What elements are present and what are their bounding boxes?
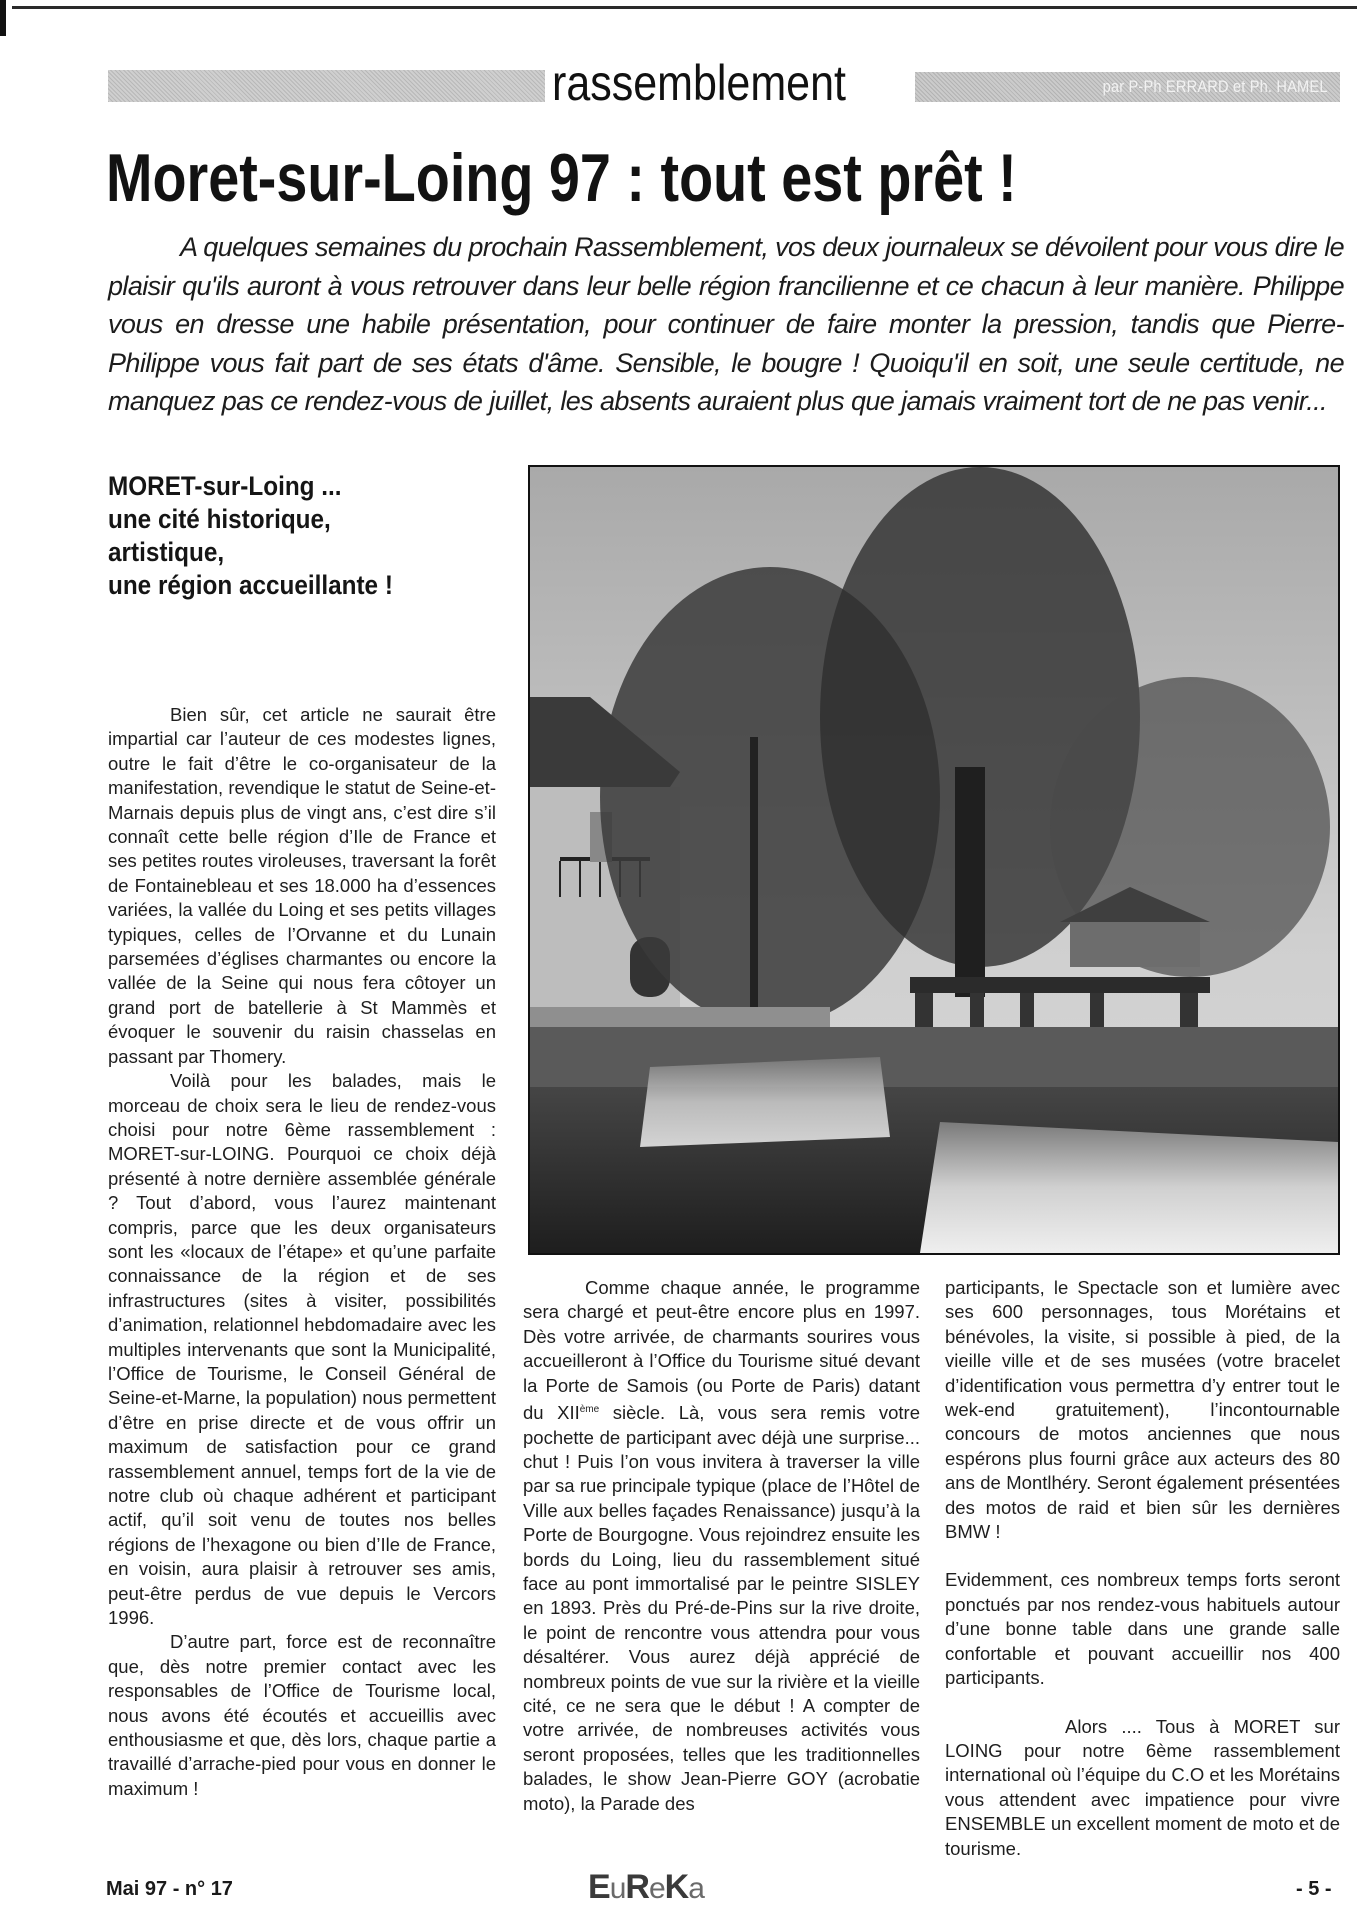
photo-illustration	[530, 467, 1338, 1253]
body-column-left	[108, 703, 496, 1801]
magazine-logo	[588, 1868, 704, 1907]
paragraph	[523, 1276, 920, 1816]
page-number: - 5 -	[1296, 1878, 1332, 1900]
logo-letter: E	[588, 1868, 610, 1906]
logo-letter: K	[664, 1868, 689, 1906]
paragraph: D’autre part, force est de reconnaître que, dès notre premier contact avec les responsables de l’Office de Tourisme local, nous avons été écoutés et accueillis avec enthousiasme et que, dès lors, chaque partie a travaillé d’arrache-pied pour vous en donner le maximum !	[108, 1631, 496, 1799]
paragraph: Bien sûr, cet article ne saurait être impartial car l’auteur de ces modestes lignes, outre le fait d’être le co-organisateur de la manifestation, revendique le statut de Seine-et-Marnais depuis plus de vingt ans, c’est dire s’il connaît cette belle région d’Ile de France et ses petites routes viroleuses, traversant la forêt de Fontainebleau et ses 18.000 ha d’essences variées, la vallée du Loing et ses petits villages typiques, celles de l’Orvanne et du Lunain parsemées d’églises charmantes ou encore la vallée de la Seine qui nous fera côtoyer un grand port de batellerie à St Mammès et évoquer le souvenir du raisin chasselas en passant par Thomery.	[108, 704, 496, 1067]
paragraph: Evidemment, ces nombreux temps forts seront ponctués par nos rendez-vous habituels autour d’une bonne table dans une grande salle confortable et pouvant accueillir nos 400 participants.	[945, 1569, 1340, 1689]
body-column-right	[945, 1276, 1340, 1861]
subheading	[108, 470, 508, 602]
paragraph: participants, le Spectacle son et lumière avec ses 600 personnages, tous Morétains et bénévoles, la visite, si possible à pied, de la vieille ville et de ses musées (votre bracelet d’identification vous permettra d’y entrer tout le wek-end gratuitement), l’incontournable concours de motos anciennes que nous espérons plus fourni grâce aux acteurs des 80 ans de Montlhéry. Seront également présentées des motos de raid et bien sûr les dernières BMW !	[945, 1277, 1340, 1543]
logo-letter: a	[688, 1872, 704, 1905]
subheading-line: MORET-sur-Loing ...	[108, 471, 342, 501]
article-intro: A quelques semaines du prochain Rassemblement, vos deux journaleux se dévoilent pour vous dire le plaisir qu'ils auront à vous retrouver dans leur belle région francilienne et ce chacun à leur manière. Philippe vous en dresse une habile présentation, pour continuer de faire monter la pression, tandis que Pierre-Philippe vous fait part de ses états d'âme. Sensible, le bougre ! Quoiqu'il en soit, une seule certitude, ne manquez pas ce rendez-vous de juillet, les absents auraient plus que jamais vraiment tort de ne pas venir...	[108, 232, 1345, 416]
paragraph-text: Comme chaque année, le programme sera chargé et peut-être encore plus en 1997. Dès votre arrivée, de charmants sourires vous accueilleront à l’Office du Tourisme situé devant la Porte de Samois (ou Porte de Paris) datant du XII	[523, 1277, 920, 1424]
issue-number: Mai 97 - n° 17	[106, 1878, 233, 1900]
paragraph: Alors .... Tous à MORET sur LOING pour notre 6ème rassemblement international où l’équipe du C.O et les Morétains vous attendent avec impatience pour vivre ENSEMBLE un excellent moment de moto et de tourisme.	[945, 1715, 1340, 1859]
logo-letter: R	[625, 1868, 649, 1906]
body-column-middle	[523, 1276, 920, 1816]
header-band-left	[108, 70, 545, 102]
logo-letter: u	[609, 1872, 626, 1905]
subheading-line: artistique,	[108, 537, 225, 567]
section-label: rassemblement	[552, 55, 846, 111]
paragraph-text: siècle. Là, vous sera remis votre pochette de participant avec déjà une surprise... chut ! Puis l’on vous invitera à traverser la ville par sa rue principale typique (place de l’Hôtel de Ville aux belles façades Renaissance) jusqu’à la Porte de Bourgogne. Vous rejoindrez ensuite les bords du Loing, lieu du rassemblement situé face au pont immortalisé par le peintre SISLEY en 1893. Près du Pré-de-Pins sur la rive droite, le point de rencontre vous attendra pour vous désaltérer. Vous aurez déjà apprécié de nombreux points de vue sur la rivière et la vieille cité, ce ne sera que le début ! A compter de votre arrivée, de nombreuses activités vous seront proposées, telles que les traditionnelles balades, le show Jean-Pierre GOY (acrobatie moto), la Parade des	[523, 1402, 920, 1814]
page-edge	[0, 0, 6, 36]
header-band-right	[915, 72, 1340, 102]
weir-photo	[528, 465, 1340, 1255]
superscript: ème	[579, 1404, 600, 1416]
subheading-line: une région accueillante !	[108, 570, 393, 600]
article-title: Moret-sur-Loing 97 : tout est prêt !	[106, 140, 1017, 216]
byline: par P-Ph ERRARD et Ph. HAMEL	[1102, 77, 1328, 96]
subheading-line: une cité historique,	[108, 504, 331, 534]
paragraph: Voilà pour les balades, mais le morceau de choix sera le lieu de rendez-vous choisi pour notre 6ème rassemblement : MORET-sur-LOING. Pourquoi ce choix déjà présenté à notre dernière assemblée générale ? Tout d’abord, vous l’aurez maintenant compris, parce que les deux organisateurs sont les «locaux de l’étape» et qu’une parfaite connaissance de la région et de ses infrastructures (sites à visiter, possibilités d’animation, relationnel hebdomadaire avec les multiples intervenants que sont la Municipalité, l’Office de Tourisme, le Conseil Général de Seine-et-Marne, la population) nous permettent d’être en prise directe et de vous offrir un maximum de satisfaction pour ce grand rassemblement annuel, temps fort de la vie de notre club où chaque adhérent et participant actif, qu’il soit venu de toutes nos belles régions de l’hexagone ou bien d’Ile de France, en voisin, aura plaisir à retrouver ses amis, peut-être perdus de vue depuis le Vercors 1996.	[108, 1070, 496, 1629]
top-rule	[12, 6, 1357, 9]
logo-letter: e	[648, 1872, 665, 1905]
